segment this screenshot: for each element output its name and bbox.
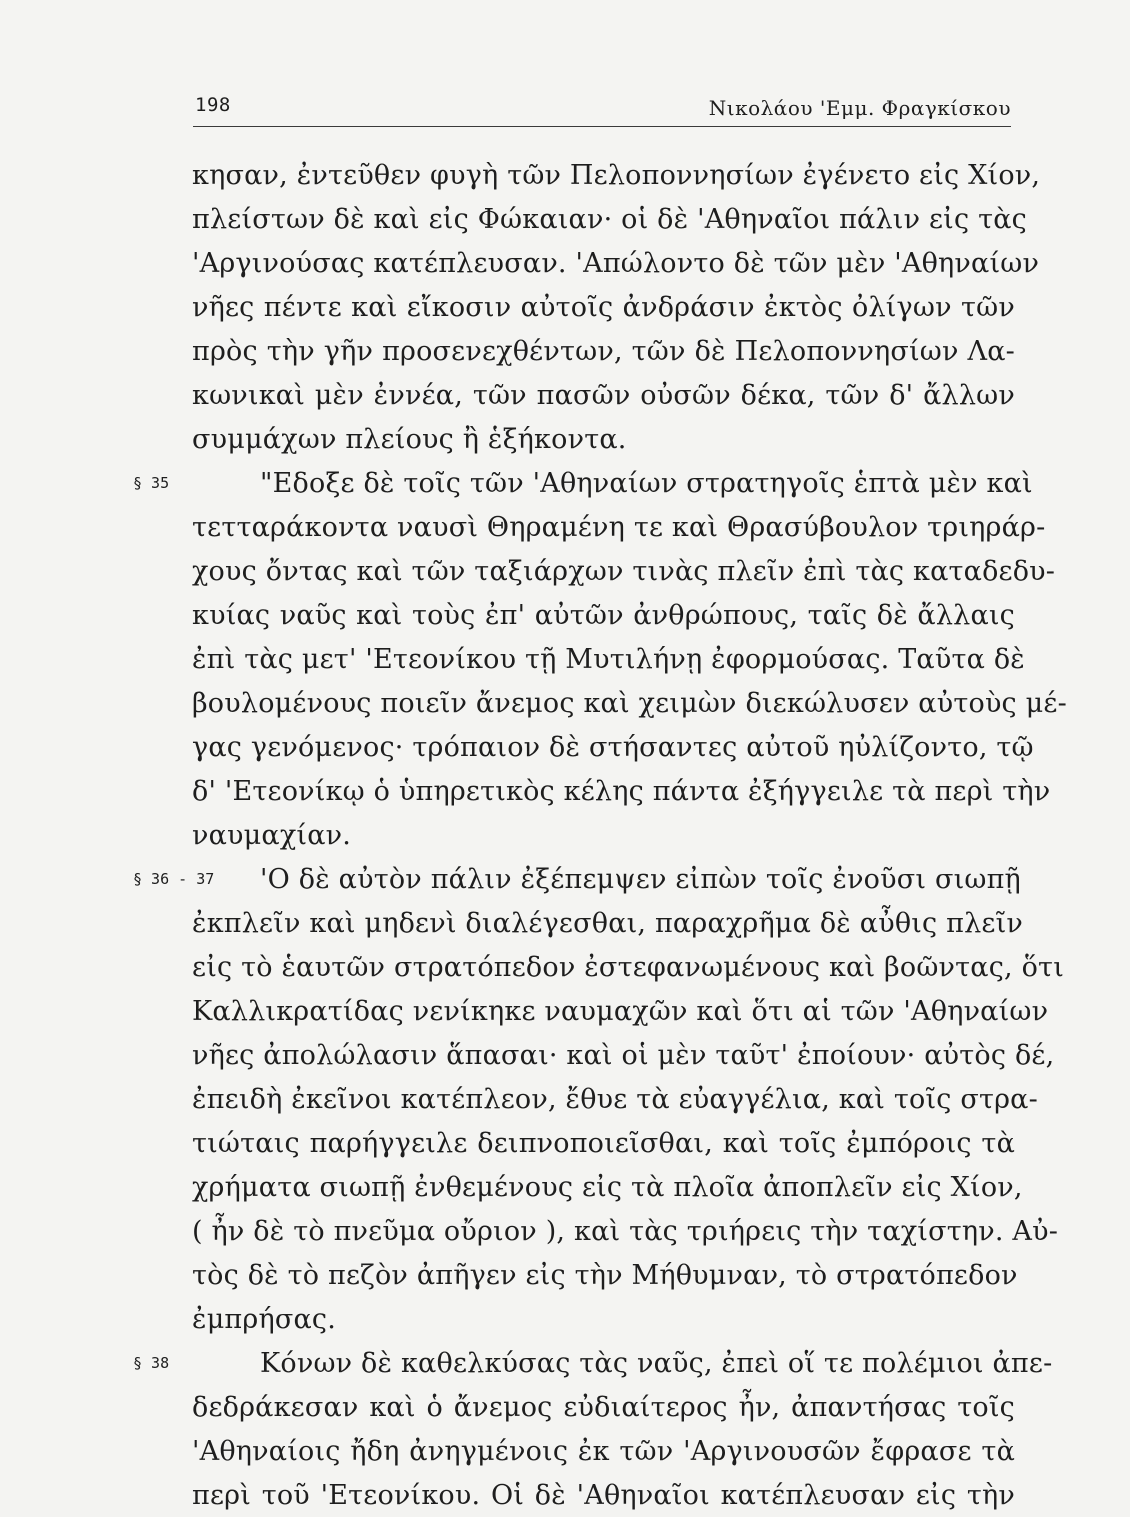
text-line: εἰς τὸ ἑαυτῶν στρατόπεδον ἐστεφανωμένους καὶ βοῶντας, ὅτι: [192, 952, 1064, 983]
text-line: κησαν, ἐντεῦθεν φυγὴ τῶν Πελοποννησίων ἐγένετο εἰς Χίον,: [192, 160, 1041, 191]
text-line: περὶ τοῦ 'Ετεονίκου. Οἱ δὲ 'Αθηναῖοι κατέπλευσαν εἰς τὴν: [192, 1480, 1015, 1511]
text-line: ( ἦν δὲ τὸ πνεῦμα οὔριον ), καὶ τὰς τριήρεις τὴν ταχίστην. Αὐ-: [192, 1216, 1059, 1247]
section-marker-36-37: § 36 - 37: [133, 870, 215, 888]
text-line: χρήματα σιωπῇ ἐνθεμένους εἰς τὰ πλοῖα ἀποπλεῖν εἰς Χίον,: [192, 1172, 1023, 1203]
text-line: 'Αργινούσας κατέπλευσαν. 'Απώλοντο δὲ τῶν μὲν 'Αθηναίων: [192, 248, 1040, 279]
paragraph-first-line: Κόνων δὲ καθελκύσας τὰς ναῦς, ἐπεὶ οἵ τε πολέμιοι ἀπε-: [260, 1348, 1053, 1379]
text-line: 'Αθηναίοις ἤδη ἀνηγμένοις ἐκ τῶν 'Αργινουσῶν ἔφρασε τὰ: [192, 1436, 1015, 1467]
text-line: πλείστων δὲ καὶ εἰς Φώκαιαν· οἱ δὲ 'Αθηναῖοι πάλιν εἰς τὰς: [192, 204, 1027, 235]
text-line: ἐπὶ τὰς μετ' 'Ετεονίκου τῇ Μυτιλήνῃ ἐφορμούσας. Ταῦτα δὲ: [192, 644, 1025, 675]
text-line: νῆες πέντε καὶ εἴκοσιν αὐτοῖς ἀνδράσιν ἐκτὸς ὀλίγων τῶν: [192, 292, 1015, 323]
page-number: 198: [195, 94, 231, 116]
text-line: Καλλικρατίδας νενίκηκε ναυμαχῶν καὶ ὅτι αἱ τῶν 'Αθηναίων: [192, 996, 1049, 1027]
text-line: κωνικαὶ μὲν ἐννέα, τῶν πασῶν οὐσῶν δέκα, τῶν δ' ἄλλων: [192, 380, 1015, 411]
running-head: Νικολάου 'Εμμ. Φραγκίσκου: [708, 96, 1011, 120]
text-line: βουλομένους ποιεῖν ἄνεμος καὶ χειμὼν διεκώλυσεν αὐτοὺς μέ-: [192, 688, 1067, 719]
text-line: νῆες ἀπολώλασιν ἅπασαι· καὶ οἱ μὲν ταῦτ' ἐποίουν· αὐτὸς δέ,: [192, 1040, 1055, 1071]
text-line: δεδράκεσαν καὶ ὁ ἄνεμος εὐδιαίτερος ἦν, ἀπαντήσας τοῖς: [192, 1392, 1015, 1423]
section-marker-35: § 35: [133, 474, 170, 492]
text-line: γας γενόμενος· τρόπαιον δὲ στήσαντες αὐτοῦ ηὐλίζοντο, τῷ: [192, 732, 1034, 763]
section-marker-38: § 38: [133, 1354, 170, 1372]
paragraph-first-line: 'Ο δὲ αὐτὸν πάλιν ἐξέπεμψεν εἰπὼν τοῖς ἐνοῦσι σιωπῇ: [260, 864, 1021, 895]
text-line: κυίας ναῦς καὶ τοὺς ἐπ' αὐτῶν ἀνθρώπους, ταῖς δὲ ἄλλαις: [192, 600, 1015, 631]
text-line: τὸς δὲ τὸ πεζὸν ἀπῆγεν εἰς τὴν Μήθυμναν, τὸ στρατόπεδον: [192, 1260, 1018, 1291]
text-line: ἐμπρήσας.: [192, 1304, 336, 1335]
page-header: [193, 94, 1011, 127]
paragraph-first-line: "Εδοξε δὲ τοῖς τῶν 'Αθηναίων στρατηγοῖς ἑπτὰ μὲν καὶ: [260, 468, 1033, 499]
text-line: τιώταις παρήγγειλε δειπνοποιεῖσθαι, καὶ τοῖς ἐμπόροις τὰ: [192, 1128, 1015, 1159]
text-line: πρὸς τὴν γῆν προσενεχθέντων, τῶν δὲ Πελοποννησίων Λα-: [192, 336, 1015, 367]
text-line: συμμάχων πλείους ἢ ἑξήκοντα.: [192, 424, 627, 455]
text-line: ἐπειδὴ ἐκεῖνοι κατέπλεον, ἔθυε τὰ εὐαγγέλια, καὶ τοῖς στρα-: [192, 1084, 1038, 1115]
text-line: ἐκπλεῖν καὶ μηδενὶ διαλέγεσθαι, παραχρῆμα δὲ αὖθις πλεῖν: [192, 908, 1024, 939]
text-line: ναυμαχίαν.: [192, 820, 352, 851]
text-line: χους ὄντας καὶ τῶν ταξιάρχων τινὰς πλεῖν ἐπὶ τὰς καταδεδυ-: [192, 556, 1056, 587]
text-line: τετταράκοντα ναυσὶ Θηραμένη τε καὶ Θρασύβουλον τριηράρ-: [192, 512, 1046, 543]
text-line: δ' 'Ετεονίκῳ ὁ ὑπηρετικὸς κέλης πάντα ἐξήγγειλε τὰ περὶ τὴν: [192, 776, 1051, 807]
